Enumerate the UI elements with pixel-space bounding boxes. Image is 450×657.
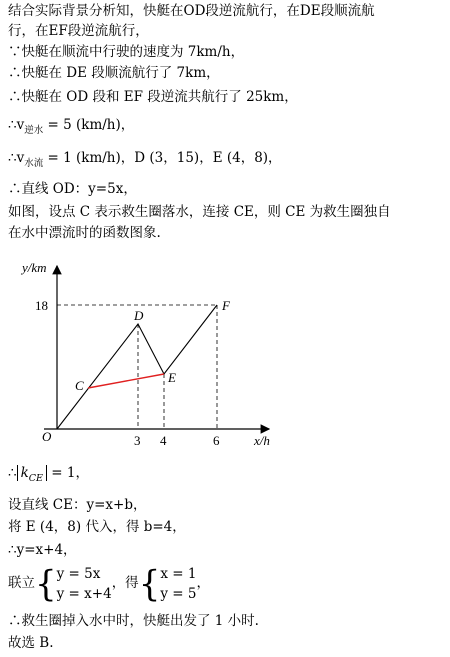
left-brace-1: { <box>35 562 57 605</box>
slope-prefix: ∴ <box>8 465 17 481</box>
distance-time-graph <box>4 254 294 454</box>
step-de-distance: ∴快艇在 DE 段顺流航行了 7km， <box>8 65 220 81</box>
intro-line-2: 行，在EF段逆流航行， <box>8 23 149 39</box>
lifebuoy-line-ce <box>88 374 164 388</box>
end-comma: ， <box>196 575 210 591</box>
intro-line-1: 结合实际背景分析知，快艇在OD段逆流航行，在DE段顺流航 <box>8 3 375 19</box>
get-label: ，得 <box>111 575 139 591</box>
slope-subscript: CE <box>28 473 43 484</box>
v-current-subscript: 水流 <box>24 158 44 169</box>
system-1 <box>57 564 112 604</box>
sys2-eq-a: x = 1 <box>160 565 197 582</box>
step-od-ef-distance: ∴快艇在 OD 段和 EF 段逆流共航行了 25km， <box>8 89 298 105</box>
point-c-label: C <box>75 378 84 393</box>
step-upstream-speed <box>8 116 134 136</box>
v-upstream-prefix: ∴v <box>8 117 25 133</box>
v-upstream-value: = 5 (km/h)， <box>47 117 135 133</box>
step-ce-meaning: 在水中漂流时的函数图象. <box>8 225 161 241</box>
step-set-ce: 设直线 CE：y=x+b， <box>8 497 147 513</box>
point-f-label: F <box>222 298 230 313</box>
x-tick-6: 6 <box>213 433 220 448</box>
step-substitute-e: 将 E (4，8) 代入，得 b=4， <box>8 519 186 535</box>
left-brace-2: { <box>138 562 161 605</box>
boat-path <box>57 305 217 429</box>
step-conclusion: ∴救生圈掉入水中时，快艇出发了 1 小时. <box>8 613 259 629</box>
v-upstream-subscript: 逆水 <box>24 125 44 136</box>
x-tick-3: 3 <box>134 433 141 448</box>
step-ce-result: ∴y=x+4， <box>8 542 77 558</box>
sys1-eq-b: y = x+4 <box>56 585 112 602</box>
step-slope-ce <box>8 464 89 484</box>
y-axis-label: y/km <box>22 260 47 275</box>
step-current-speed <box>8 149 282 169</box>
y-tick-18: 18 <box>35 298 48 313</box>
x-axis-label: x/h <box>254 433 270 448</box>
origin-label: O <box>42 429 52 444</box>
abs-k-ce: $k_{CE}$ <box>17 465 47 481</box>
slope-value: = 1， <box>51 465 89 481</box>
step-speed-downstream: ∵快艇在顺流中行驶的速度为 7km/h， <box>8 44 245 60</box>
system-2 <box>160 564 196 604</box>
answer-line: 故选 B. <box>8 635 54 651</box>
x-tick-4: 4 <box>160 433 167 448</box>
sys1-eq-a: y = 5x <box>56 565 101 582</box>
step-solve-system <box>8 563 210 604</box>
v-current-prefix: ∴v <box>8 150 25 166</box>
step-point-c: 如图，设点 C 表示救生圈落水，连接 CE，则 CE 为救生圈独自 <box>8 204 391 220</box>
step-line-od: ∴直线 OD：y=5x， <box>8 181 137 197</box>
point-d-label: D <box>134 308 144 323</box>
v-current-value: = 1 (km/h)，D (3，15)，E (4，8)， <box>47 150 282 166</box>
sys2-eq-b: y = 5 <box>160 585 197 602</box>
point-e-label: E <box>168 370 176 385</box>
join-label: 联立 <box>8 575 35 591</box>
